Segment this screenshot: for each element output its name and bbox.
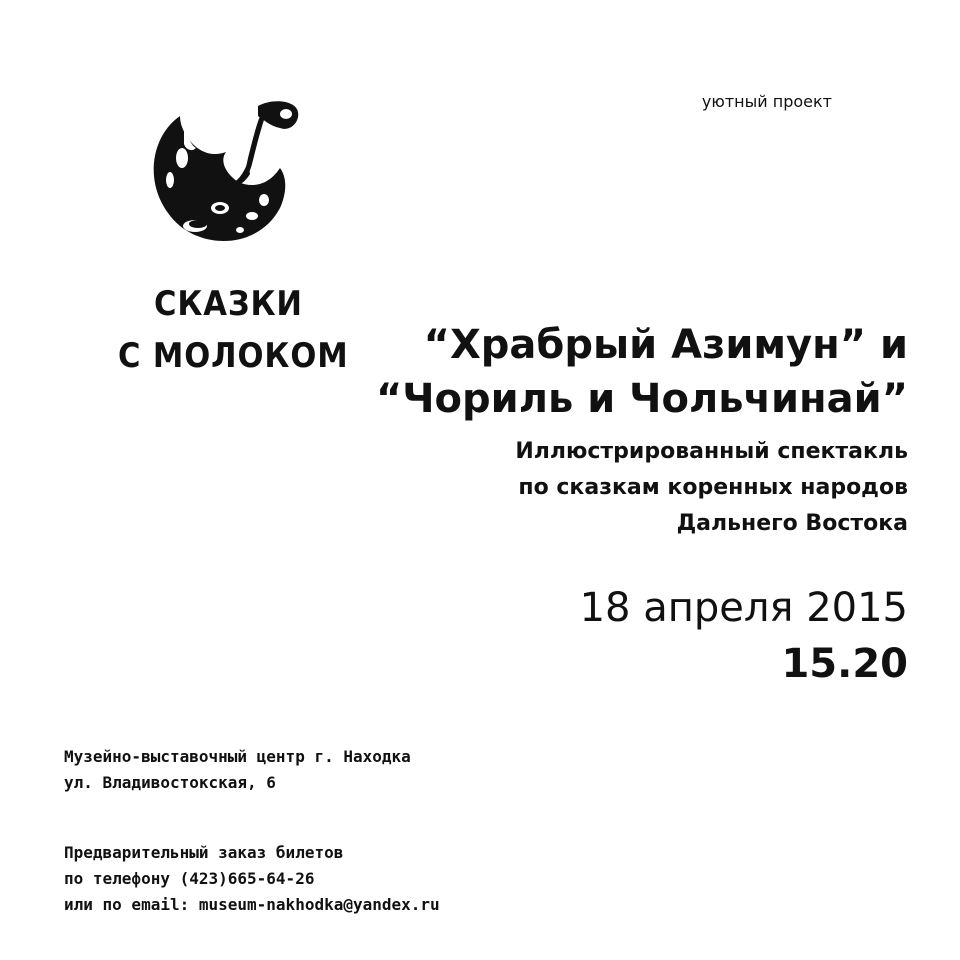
venue-info	[64, 744, 411, 796]
play-title	[376, 318, 908, 426]
play-title-line2: “Чориль и Чольчинай”	[375, 376, 908, 422]
event-date: 18 апреля 2015	[579, 585, 908, 631]
play-subtitle	[515, 434, 908, 542]
booking-phone: по телефону (423)665-64-26	[64, 869, 315, 888]
venue-address: ул. Владивостокская, 6	[64, 773, 276, 792]
logo-wordmark-line2: С МОЛОКОМ	[118, 336, 349, 376]
logo-wordmark	[118, 278, 349, 382]
milk-moon-logo-icon	[140, 98, 310, 248]
booking-line1: Предварительный заказ билетов	[64, 843, 344, 862]
tagline: уютный проект	[701, 92, 832, 111]
booking-email: или по email: museum-nakhodka@yandex.ru	[64, 895, 440, 914]
venue-name: Музейно-выставочный центр г. Находка	[64, 747, 411, 766]
play-subtitle-line1: Иллюстрированный спектакль	[515, 439, 908, 464]
play-subtitle-line3: Дальнего Востока	[676, 511, 908, 536]
event-datetime	[580, 580, 908, 692]
booking-info	[64, 840, 440, 918]
logo-wordmark-line1: СКАЗКИ	[154, 284, 303, 324]
play-title-line1: “Храбрый Азимун” и	[423, 322, 908, 368]
play-subtitle-line2: по сказкам коренных народов	[518, 475, 908, 500]
event-time: 15.20	[781, 641, 908, 687]
